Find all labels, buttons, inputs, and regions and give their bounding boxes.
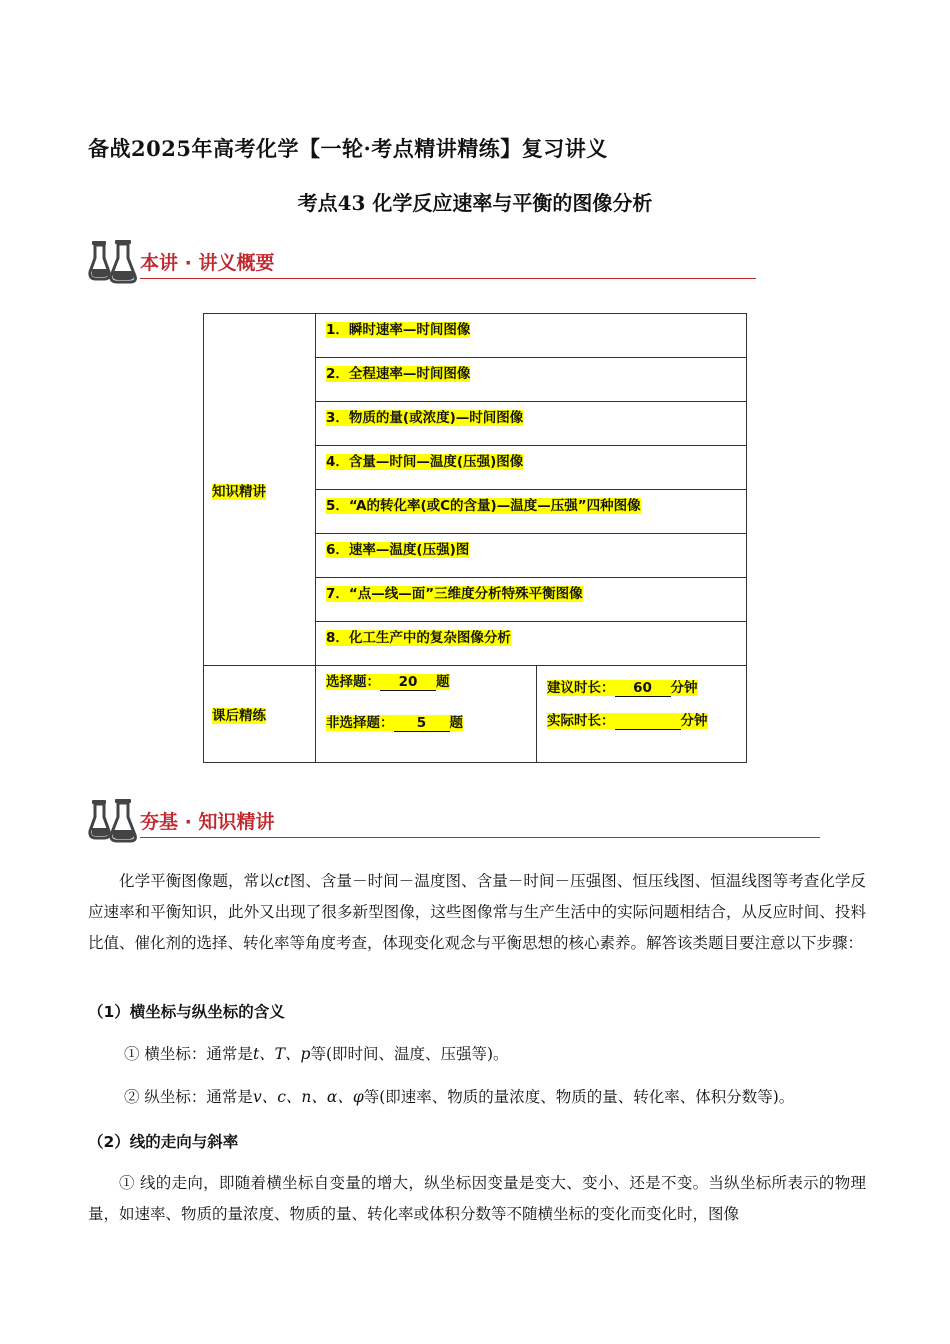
doc-title: 备战2025年高考化学【一轮·考点精讲精练】复习讲义: [88, 136, 608, 161]
topic-3: 3．物质的量(或浓度)—时间图像: [326, 410, 524, 426]
y-axis-item: [124, 1085, 794, 1107]
nonchoice-count: 5: [394, 715, 450, 732]
section-header-overview: [88, 238, 758, 288]
topic-cell: [316, 358, 747, 402]
actual-value-blank[interactable]: [615, 713, 681, 730]
y-axis-text-a: ② 纵坐标：通常是: [124, 1088, 253, 1106]
x-axis-text-b: 等(即时间、温度、压强等)。: [310, 1045, 509, 1063]
section-rule: [140, 278, 756, 279]
section-rule: [140, 837, 820, 838]
topic-cell: [316, 314, 747, 358]
intro-text-b: 图、含量－时间－温度图、含量－时间－压强图、恒压线图、恒温线图等考查化学反应速率和平衡知识，此外又出现了很多新型图像，这些图像常与生产生活中的实际问题相结合，从反应时间、投料比值、催化剂的选择、转化率等角度考查，体现变化观念与平衡思想的核心素养。解答该类题目要注意以下步骤：: [88, 872, 866, 952]
section-title-overview: 本讲 · 讲义概要: [140, 252, 275, 274]
topic-cell: [316, 490, 747, 534]
doc-subtitle: 考点43 化学反应速率与平衡的图像分析: [297, 191, 653, 215]
practice-label-cell: [204, 666, 316, 763]
choice-question-line: [326, 674, 450, 690]
step1-heading: （1）横坐标与纵坐标的含义: [88, 1003, 285, 1021]
topic-cell: [316, 578, 747, 622]
trend-paragraph: ① 线的走向，即随着横坐标自变量的增大，纵坐标因变量是变大、变小、还是不变。当纵坐标所表示的物理量，如速率、物质的量浓度、物质的量、转化率或体积分数等不随横坐标的变化而变化时，图像: [88, 1174, 866, 1223]
y-axis-text-b: 等(即速率、物质的量浓度、物质的量、转化率、体积分数等)。: [363, 1088, 795, 1106]
topic-1: 1．瞬时速率—时间图像: [326, 322, 471, 338]
topic-8: 8．化工生产中的复杂图像分析: [326, 630, 511, 646]
knowledge-label: 知识精讲: [212, 483, 266, 500]
intro-ct: ct: [274, 872, 290, 890]
topic-6: 6．速率—温度(压强)图: [326, 542, 470, 558]
suggested-duration-line: [547, 680, 698, 696]
overview-table: [203, 313, 747, 763]
step2-heading: （2）线的走向与斜率: [88, 1133, 239, 1151]
choice-label: 选择题：: [326, 674, 380, 690]
nonchoice-unit: 题: [449, 715, 463, 731]
intro-paragraph: [88, 866, 866, 959]
topic-cell: [316, 534, 747, 578]
actual-duration-line: [547, 713, 708, 729]
topic-cell: [316, 622, 747, 666]
actual-unit: 分钟: [680, 713, 708, 729]
suggested-unit: 分钟: [670, 680, 698, 696]
nonchoice-question-line: [326, 715, 463, 731]
actual-label: 实际时长：: [547, 713, 615, 729]
choice-unit: 题: [436, 674, 450, 690]
practice-inner-table: [316, 666, 746, 762]
topic-cell: [316, 446, 747, 490]
question-count-cell: [316, 666, 537, 762]
x-axis-vars: t、T、p: [252, 1045, 311, 1063]
topic-cell: [316, 402, 747, 446]
suggested-value: 60: [615, 680, 671, 697]
flask-icon: [88, 238, 138, 284]
topic-7: 7．“点—线—面”三维度分析特殊平衡图像: [326, 586, 583, 602]
x-axis-text-a: ① 横坐标：通常是: [124, 1045, 253, 1063]
intro-text-a: 化学平衡图像题，常以: [119, 872, 275, 890]
topic-5: 5．“A的转化率(或C的含量)—温度—压强”四种图像: [326, 498, 641, 514]
flask-icon: [88, 797, 138, 843]
topic-4: 4．含量—时间—温度(压强)图像: [326, 454, 524, 470]
topic-2: 2．全程速率—时间图像: [326, 366, 471, 382]
nonchoice-label: 非选择题：: [326, 715, 394, 731]
practice-label: 课后精练: [212, 708, 266, 724]
section-title-knowledge: 夯基 · 知识精讲: [140, 811, 275, 833]
practice-cell: [316, 666, 747, 763]
suggested-label: 建议时长：: [547, 680, 615, 696]
y-axis-vars: v、c、n、α、φ: [252, 1088, 364, 1106]
duration-cell: [537, 666, 747, 762]
knowledge-label-cell: [204, 314, 316, 666]
x-axis-item: [124, 1042, 509, 1064]
section-header-knowledge: [88, 797, 823, 847]
choice-count: 20: [380, 674, 436, 691]
